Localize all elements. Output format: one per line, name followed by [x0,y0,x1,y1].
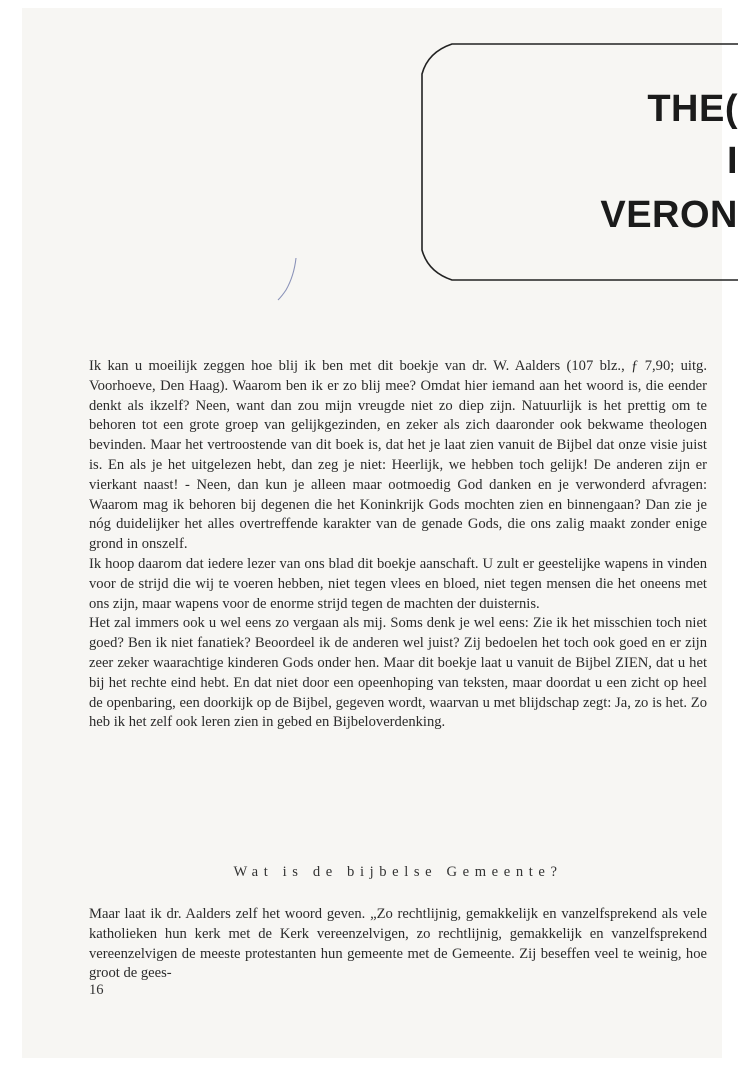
page-number: 16 [89,982,104,998]
section-heading: Wat is de bijbelse Gemeente? [233,864,563,880]
title-line-3: VERON [600,194,738,236]
title-line-2: I [726,140,738,182]
paragraph-1: Ik kan u moeilijk zeggen hoe blij ik ben met dit boekje van dr. W. Aalders (107 blz., ƒ 7,90; uitg. Voorhoeve, Den Haag). Waarom ben ik er zo blij mee? Omdat hier iemand aan het woord is, die eender denkt als ikzelf? Neen, want dan zou mijn vreugde niet zo diep zijn. Natuurlijk is het prettig om te behoren tot een grote groep van gelijkgezinden, en zeker als zich daaronder ook bekwame theologen bevinden. Maar het vertroostende van dit boek is, dat het je laat zien vanuit de Bijbel dat onze visie juist is. En als je het uitgelezen hebt, dan zeg je niet: Heerlijk, we hebben toch gelijk! De anderen zijn er vierkant naast! - Neen, dan kun je alleen maar ootmoedig God danken en je verwonderd afvragen: Waarom mag ik behoren bij degenen die het Koninkrijk Gods mochten zien en binnengaan? Dan zie je nóg duidelijker het alles overtreffende karakter van de genade Gods, die ons zalig maakt zonder enige grond in onszelf. [89,358,707,553]
paragraph-4: Maar laat ik dr. Aalders zelf het woord geven. „Zo rechtlijnig, gemakkelijk en vanzelfsprekend als vele katholieken hun kerk met de Kerk vereenzelvigen, zo rechtlijnig, gemakkelijk en vanzelfsprekend vereenzelvigen de meeste protestanten hun gemeente met de Gemeente. Zij beseffen veel te weinig, hoe groot de gees- [89,906,707,982]
article-body [89,357,707,733]
title-line-1: THE( [647,88,738,130]
paragraph-2: Ik hoop daarom dat iedere lezer van ons blad dit boekje aanschaft. U zult er geestelijke wapens in vinden voor de strijd die wij te voeren hebben, niet tegen vlees en bloed, niet tegen mensen die het oneens met ons zijn, maar wapens voor de enorme strijd tegen de machten der duisternis. [89,555,707,612]
paragraph-3: Het zal immers ook u wel eens zo vergaan als mij. Soms denk je wel eens: Zie ik het misschien toch niet goed? Ben ik niet fanatiek? Beoordeel ik de anderen wel juist? Zij bedoelen het toch ook goed en er zijn zeer zeker waarachtige kinderen Gods onder hen. Maar dit boekje laat u vanuit de Bijbel ZIEN, dat u het bij het rechte eind hebt. En dat niet door een opeenhoping van teksten, maar doordat u een zicht op heel de openbaring, een doorkijk op de Bijbel, gegeven wordt, waarvan u met blijdschap zegt: Ja, zo is het. Zo heb ik het zelf ook leren zien in gebed en Bijbeloverdenking. [89,615,707,731]
title-frame [418,44,738,280]
pencil-mark [272,256,302,306]
title-box [418,44,738,280]
